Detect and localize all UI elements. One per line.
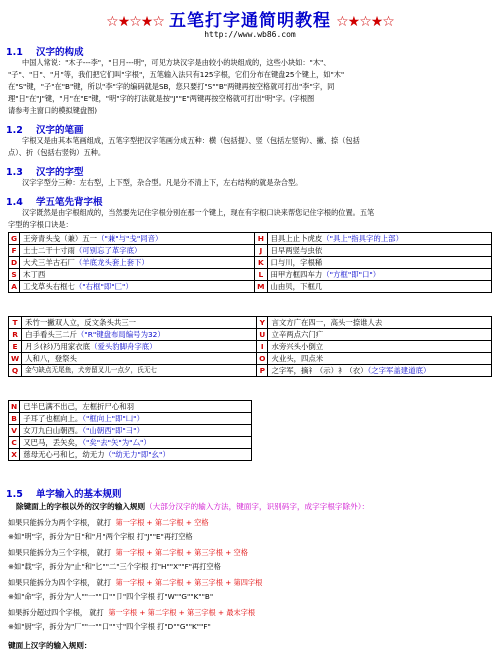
table-row xyxy=(9,425,252,437)
rule-two-roots: 如果只能拆分为两个字根， 就打 第一字根 + 第二字根 + 空格 xyxy=(8,518,209,527)
root-table-group-3 xyxy=(8,400,252,461)
rule-three-roots: 如果只能拆分为三个字根， 就打 第一字根 + 第二字根 + 第三字根 + 空格 xyxy=(8,548,248,557)
root-rhyme: 又巴马，丢矢矣，（"矣"去"矢"为"厶"） xyxy=(20,437,252,449)
rule-example: ※如"命"字，拆分为"人""一""口""卩"四个字根 打"W""G""K""B" xyxy=(8,592,214,601)
root-rhyme: 王旁青头戋（兼）五一（"兼"与"戋"同音） xyxy=(20,233,255,245)
key-label: O xyxy=(257,353,268,365)
paragraph-line: 汉字既然是由字根组成的，当然要先记住字根分别在那一个键上，现在有字根口诀来帮您记住字根的位置。五笔 xyxy=(22,208,375,217)
key-label: A xyxy=(9,281,20,293)
key-label: W xyxy=(9,353,22,365)
rule-four-roots: 如果只能拆分为四个字根， 就打 第一字根 + 第二字根 + 第三字根 + 第四字根 xyxy=(8,578,263,587)
key-label: F xyxy=(9,245,20,257)
root-rhyme: 山由贝，下框几 xyxy=(267,281,492,293)
root-rhyme: 火业头，四点米 xyxy=(268,353,492,365)
paragraph-line: 在"S"键，"子"在"B"键，所以"李"字的编码就是SB，您只要打"S""B"两键再按空格就可打出"李"字，同 xyxy=(8,82,335,91)
key-label: T xyxy=(9,317,22,329)
table-row xyxy=(9,269,492,281)
key-label: K xyxy=(255,257,267,269)
table-row xyxy=(9,281,492,293)
root-rhyme: 之字军，摘礻（示）衤（衣）（之字军盖建道底） xyxy=(268,365,492,377)
key-label: S xyxy=(9,269,20,281)
root-rhyme: 人和八，登祭头 xyxy=(22,353,257,365)
paragraph-line: 字型的字根口诀是： xyxy=(8,220,73,229)
table-row xyxy=(9,413,252,425)
paragraph-line: 中国人常说："木子---李"，"日月---明"，可见方块汉字是由较小的块组成的，这些小块如："木"、 xyxy=(22,58,331,67)
key-label: P xyxy=(257,365,268,377)
paragraph-line: 理"日"在"J"键，"月"在"E"键，"明"字的打法就是按"J""E"两键再按空格就可打出"明"字。(字根图 xyxy=(8,94,315,103)
root-rhyme: 口与川，字根稀 xyxy=(267,257,492,269)
website-url[interactable]: http://www.wb86.com xyxy=(204,30,296,39)
key-label: E xyxy=(9,341,22,353)
paragraph-line: 请参考主窗口的模拟键盘图) xyxy=(8,106,98,115)
root-table-group-2 xyxy=(8,316,492,377)
root-rhyme: 慈母无心弓和匕，幼无力（"幼无力"即"幺"） xyxy=(20,449,252,461)
table-row xyxy=(9,449,252,461)
root-rhyme: 子耳了也框向上。（"框向上"即"凵"） xyxy=(20,413,252,425)
root-rhyme: 月彡(衫)乃用家衣底（爱头豹脚舟字底） xyxy=(22,341,257,353)
paragraph-line: 点）、折（包括右竖钩）五种。 xyxy=(8,148,106,157)
star-decoration-right: ☆★☆★☆ xyxy=(336,14,394,30)
rule-example: ※如"厨"字，拆分为"厂""一""口""寸"四个字根 打"D""G""K""F" xyxy=(8,622,211,631)
root-rhyme: 土士二干十寸雨（可别忘了革字底） xyxy=(20,245,255,257)
table-row xyxy=(9,365,492,377)
key-label: M xyxy=(255,281,267,293)
key-label: H xyxy=(255,233,267,245)
key-label: D xyxy=(9,257,20,269)
section-heading-1-3: 1.3 汉字的字型 xyxy=(6,167,84,178)
key-label: R xyxy=(9,329,22,341)
table-row xyxy=(9,353,492,365)
root-rhyme: 言文方广在四一，高头一捺谁人去 xyxy=(268,317,492,329)
key-label: Q xyxy=(9,365,22,377)
document-title: 五笔打字通简明教程 xyxy=(169,11,331,31)
root-rhyme: 大犬三羊古石厂（羊底龙头套上套下） xyxy=(20,257,255,269)
document-header xyxy=(0,6,500,31)
table-row xyxy=(9,401,252,413)
key-label: N xyxy=(9,401,20,413)
table-row xyxy=(9,317,492,329)
key-label: X xyxy=(9,449,20,461)
section-heading-1-4: 1.4 学五笔先背字根 xyxy=(6,197,103,208)
table-row xyxy=(9,245,492,257)
table-row xyxy=(9,233,492,245)
root-table-group-1 xyxy=(8,232,492,293)
key-label: V xyxy=(9,425,20,437)
rules-intro: 除键面上的字根以外的汉字的输入规则（大部分汉字的输入方法，键面字，识别码字，成字字根字除外）： xyxy=(16,502,370,511)
key-face-rules-heading: 键面上汉字的输入规则： xyxy=(8,641,92,650)
paragraph-line: "子"、"日"、"月"等，我们把它们叫"字根"，五笔输入法只有125字根，它们分布在键盘25个键上，如"木" xyxy=(8,70,345,79)
table-row xyxy=(9,257,492,269)
rule-over-four-roots: 如果拆分超过四个字根， 就打 第一字根 + 第二字根 + 第三字根 + 最末字根 xyxy=(8,608,256,617)
root-rhyme: 日早两竖与虫依 xyxy=(267,245,492,257)
root-rhyme: 禾竹一撇双人立，反文条头共三一 xyxy=(22,317,257,329)
root-rhyme: 工戈草头右框七（"右框"即"匚"） xyxy=(20,281,255,293)
root-rhyme: 白手看头三二斤（"R"键盘布局编号为32） xyxy=(22,329,257,341)
key-label: G xyxy=(9,233,20,245)
paragraph-line: 字根又是由其本笔画组成，五笔字型把汉字笔画分成五种：横（包括提）、竖（包括左竖钩）、撇、捺（包括 xyxy=(22,136,360,145)
rule-example: ※如"载"字，拆分为"止"和"匕""二"三个字根 打"H""X""F"再打空格 xyxy=(8,562,221,571)
root-rhyme: 田甲方框四车力（"方框"即"口"） xyxy=(267,269,492,281)
key-label: Y xyxy=(257,317,268,329)
root-rhyme: 已半巳满不出己，左框折尸心和羽 xyxy=(20,401,252,413)
key-label: U xyxy=(257,329,268,341)
key-label: C xyxy=(9,437,20,449)
root-rhyme: 目具上止卜虎皮（"具上"指具字的上部） xyxy=(267,233,492,245)
table-row xyxy=(9,437,252,449)
paragraph-line: 汉字字型分三种：左右型，上下型，杂合型。凡是分不清上下，左右结构的就是杂合型。 xyxy=(22,178,303,187)
table-row xyxy=(9,341,492,353)
section-heading-1-5: 1.5 单字输入的基本规则 xyxy=(6,489,122,500)
table-row xyxy=(9,329,492,341)
root-rhyme: 木丁西 xyxy=(20,269,255,281)
key-label: L xyxy=(255,269,267,281)
section-heading-1-2: 1.2 汉字的笔画 xyxy=(6,125,84,136)
rule-example: ※如"明"字，拆分为"日"和"月"两个字根 打"J""E"再打空格 xyxy=(8,532,193,541)
key-label: I xyxy=(257,341,268,353)
key-label: J xyxy=(255,245,267,257)
root-rhyme: 女刀九臼山朝西。（"山朝西"即"彐"） xyxy=(20,425,252,437)
section-heading-1-1: 1.1 汉字的构成 xyxy=(6,47,84,58)
root-rhyme: 立辛两点六门疒 xyxy=(268,329,492,341)
key-label: B xyxy=(9,413,20,425)
root-rhyme: 水旁兴头小倒立 xyxy=(268,341,492,353)
root-rhyme: 金勺缺点无尾鱼，犬旁留叉儿一点夕，氏无七 xyxy=(22,365,257,377)
star-decoration-left: ☆★☆★☆ xyxy=(106,14,164,30)
